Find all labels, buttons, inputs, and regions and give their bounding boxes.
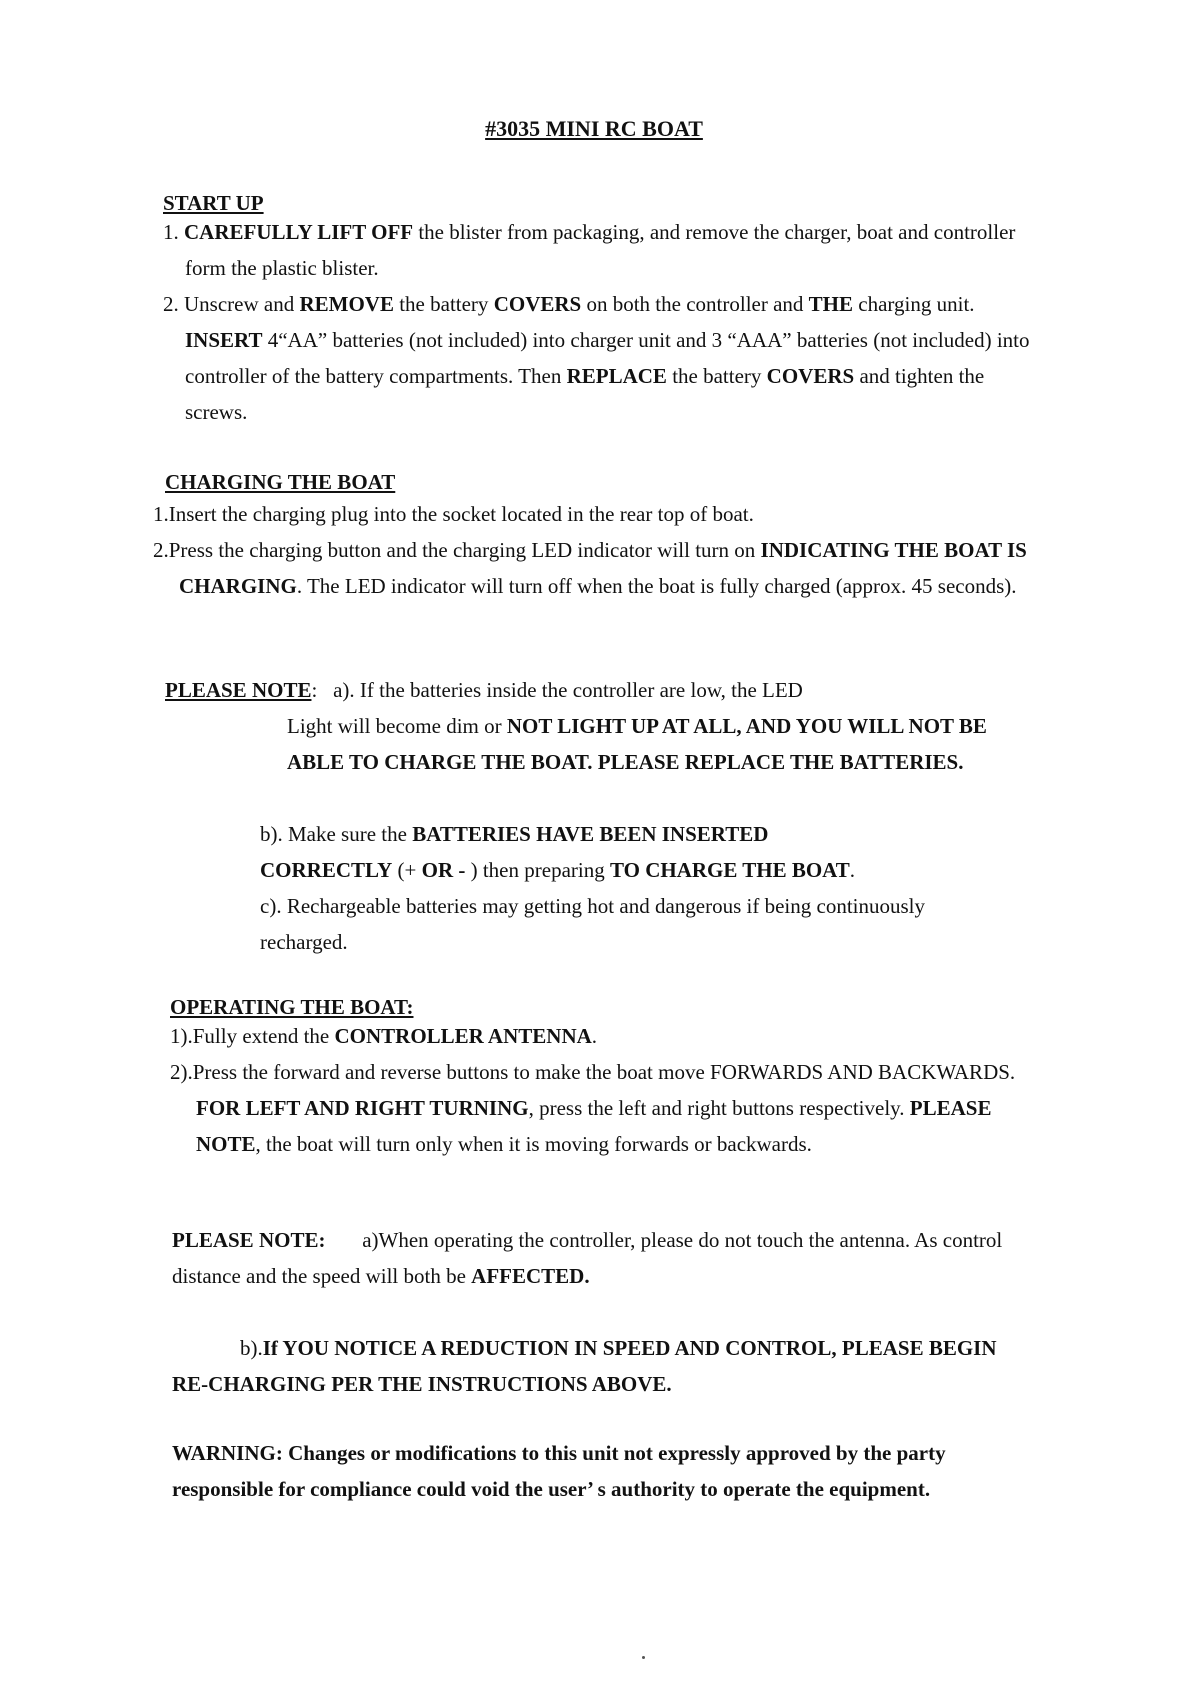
note-1-item-c: c). Rechargeable batteries may getting hot and dangerous if being continuously recharged. <box>260 894 925 954</box>
page-title: #3035 MINI RC BOAT <box>485 116 703 141</box>
operating-heading: OPERATING THE BOAT: <box>170 995 414 1019</box>
start-up-step-1: 1. CAREFULLY LIFT OFF the blister from packaging, and remove the charger, boat and controller form the plastic blister. <box>163 220 1016 280</box>
charging-heading: CHARGING THE BOAT <box>165 470 396 494</box>
note-2-item-a: PLEASE NOTE: a)When operating the controller, please do not touch the antenna. As control distance and the speed will both be AFFECTED. <box>172 1228 1003 1288</box>
note-2-item-b: b).If YOU NOTICE A REDUCTION IN SPEED AND CONTROL, PLEASE BEGIN RE-CHARGING PER THE INSTRUCTIONS ABOVE. <box>172 1336 997 1396</box>
warning-text: WARNING: Changes or modifications to this unit not expressly approved by the party responsible for compliance could void the user’ s authority to operate the equipment. <box>172 1441 946 1501</box>
start-up-step-2: 2. Unscrew and REMOVE the battery COVERS on both the controller and THE charging unit. INSERT 4“AA” batteries (not included) into charger unit and 3 “AAA” batteries (not included) into controller of the battery compartments. Then REPLACE the battery COVERS and tighten the screws. <box>163 292 1030 424</box>
charging-step-2: 2.Press the charging button and the charging LED indicator will turn on INDICATING THE BOAT IS CHARGING. The LED indicator will turn off when the boat is fully charged (approx. 45 seconds). <box>153 538 1027 598</box>
note-1-line-a: PLEASE NOTE: a). If the batteries inside the controller are low, the LED <box>165 678 803 702</box>
operating-step-1: 1).Fully extend the CONTROLLER ANTENNA. <box>170 1024 598 1048</box>
speck-mark <box>642 1656 645 1659</box>
note-1-label: PLEASE NOTE <box>165 678 312 702</box>
charging-step-1: 1.Insert the charging plug into the socket located in the rear top of boat. <box>153 502 754 526</box>
operating-step-2: 2).Press the forward and reverse buttons to make the boat move FORWARDS AND BACKWARDS. FOR LEFT AND RIGHT TURNING, press the left and right buttons respectively. PLEASE NOTE, the boat will turn only when it is moving forwards or backwards. <box>170 1060 1016 1156</box>
note-1-item-a-continued: Light will become dim or NOT LIGHT UP AT ALL, AND YOU WILL NOT BE ABLE TO CHARGE THE BOAT. PLEASE REPLACE THE BATTERIES. <box>287 714 987 774</box>
note-2-label: PLEASE NOTE: <box>172 1228 326 1252</box>
start-up-heading: START UP <box>163 191 264 215</box>
note-1-item-b: b). Make sure the BATTERIES HAVE BEEN INSERTED CORRECTLY (+ OR - ) then preparing TO CHARGE THE BOAT. <box>260 822 856 882</box>
